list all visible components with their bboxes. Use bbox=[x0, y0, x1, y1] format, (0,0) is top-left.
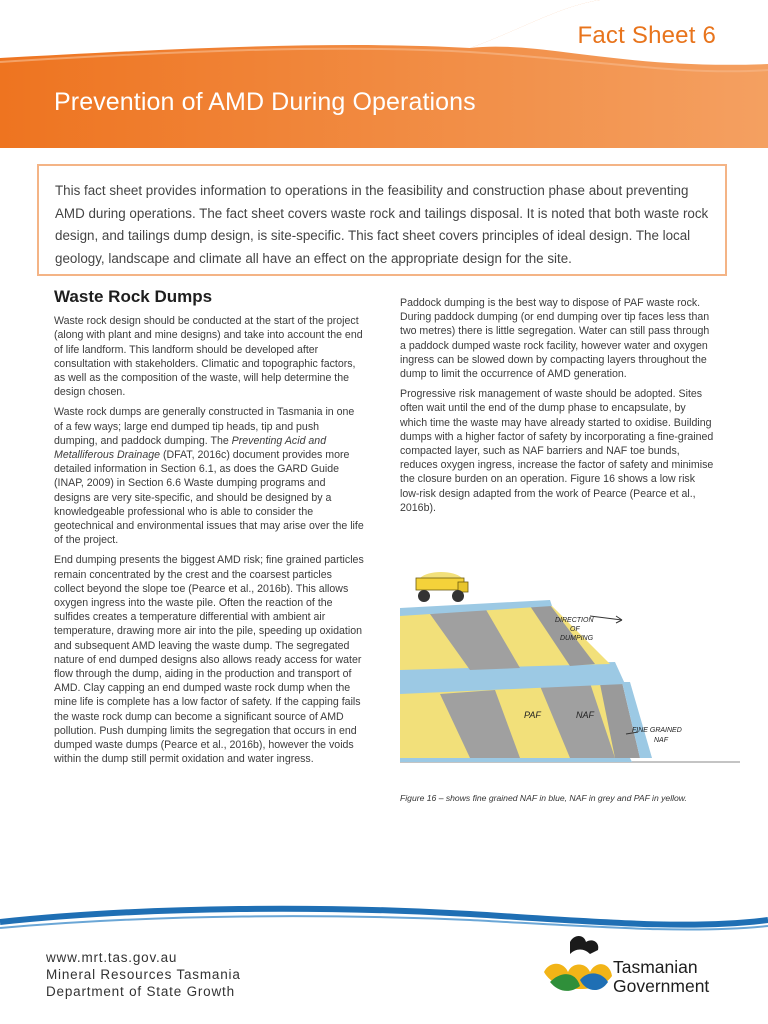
label-direction: DIRECTION bbox=[555, 617, 594, 624]
paragraph-risk-management: Progressive risk management of waste should be adopted. Sites often wait until the end of the dump phase to encapsulate, by which time the waste may have already started to oxidise. Building dumps with a higher factor of safety by incorporating a fine-grained compacted layer, such as NAF barriers and NAF toe bunds, reduces oxygen ingress, increase the factor of safety and minimise the closure burden on an operation. Figure 16 shows a low risk low-risk design adapted from the work of Pearce (Pearce et al., 2016b). bbox=[400, 388, 714, 514]
fact-sheet-number: Fact Sheet 6 bbox=[577, 22, 716, 49]
haul-truck-icon bbox=[416, 572, 468, 602]
website-link[interactable]: www.mrt.tas.gov.au bbox=[46, 950, 178, 965]
label-fine-naf: NAF bbox=[654, 737, 668, 744]
thylacine-icon bbox=[570, 936, 598, 954]
label-dumping: DUMPING bbox=[560, 635, 594, 642]
dump-design-illustration bbox=[400, 572, 740, 768]
footer-contact bbox=[46, 949, 241, 1000]
left-column bbox=[54, 287, 364, 773]
figure-caption: Figure 16 – shows fine grained NAF in blue, NAF in grey and PAF in yellow. bbox=[400, 793, 687, 803]
paragraph-construction-methods bbox=[54, 405, 364, 547]
document-title-italic: Preventing Acid and Metalliferous Drainage bbox=[54, 434, 327, 462]
section-heading: Waste Rock Dumps bbox=[54, 287, 213, 306]
label-fine-grained: FINE GRAINED bbox=[632, 727, 682, 734]
header-banner bbox=[0, 0, 768, 148]
org-name: Mineral Resources Tasmania bbox=[46, 967, 241, 982]
paragraph-paddock-dumping: Paddock dumping is the best way to dispose of PAF waste rock. During paddock dumping (or end dumping over tip faces less than two metres) there is little segregation. Water can still pass through a paddock dumped waste rock facility, however water and oxygen ingress can be slowed down by compacting layers throughout the dump to limit the occurrence of AMD generation. bbox=[400, 297, 710, 381]
label-naf: NAF bbox=[576, 710, 594, 720]
paragraph-end-dumping: End dumping presents the biggest AMD risk; fine grained particles remain concentrated by the crest and the coarsest particles collect beyond the slope toe (Pearce et al., 2016b). This allows oxygen ingress into the waste pile. Often the reaction of the sulfides creates a temperature differential with ambient air temperature, drawing more air into the pile, speeding up oxidation and subsequent AMD leaving the waste dump. The segregated nature of end dumped designs also allows ready access for water flow through the dump, aiding in the production and transport of AMD. Clay capping an end dumped waste rock dump when the mine life is complete has a low factor of safety. If the capping fails the waste rock dump can become a significant source of AMD pollution. Push dumping limits the segregation that occurs in end dumped waste dumps (Pearce et al., 2016b), however the voids within the dump still permit oxidation and water ingress. bbox=[54, 554, 364, 766]
logo-line-1: Tasmanian bbox=[613, 957, 698, 977]
logo-line-2: Government bbox=[613, 976, 710, 996]
department-name: Department of State Growth bbox=[46, 984, 235, 999]
intro-box: This fact sheet provides information to operations in the feasibility and construction phase about preventing AMD during operations. The fact sheet covers waste rock and tailings disposal. It is noted that both waste rock design, and tailings dump design, is site-specific. This fact sheet covers principles of ideal design. The local geology, landscape and climate all have an effect on the appropriate design for the site. bbox=[37, 164, 727, 276]
paragraph-text: (DFAT, 2016c) document provides more detailed information in Section 6.1, as does the GARD Guide (INAP, 2009) in Section 6.6 Waste dumping programs and designs are very site-specific, and should be designed by a knowledgeable professional who is able to consider the geotechnical and environmental issues that may arise over the life of the project. bbox=[54, 449, 364, 547]
page-title: Prevention of AMD During Operations bbox=[54, 88, 476, 116]
label-direction-of: OF bbox=[570, 626, 580, 633]
paragraph-waste-rock-design: Waste rock design should be conducted at the start of the project (along with plant and mine designs) and take into account the end of life landform. This landform should be developed after consultation with stakeholders. Climatic and topographic factors, as well as the composition of the waste, will help determine the design chosen. bbox=[54, 315, 363, 399]
label-paf: PAF bbox=[524, 710, 541, 720]
logo-wordmark bbox=[613, 958, 709, 996]
fine-naf-base bbox=[400, 758, 632, 762]
paragraph-text: Waste rock dumps are generally constructed in Tasmania in one of a few ways; large end dumped tip heads, tip and push dumping, and paddock dumping. The bbox=[54, 406, 355, 447]
right-column bbox=[400, 296, 715, 521]
